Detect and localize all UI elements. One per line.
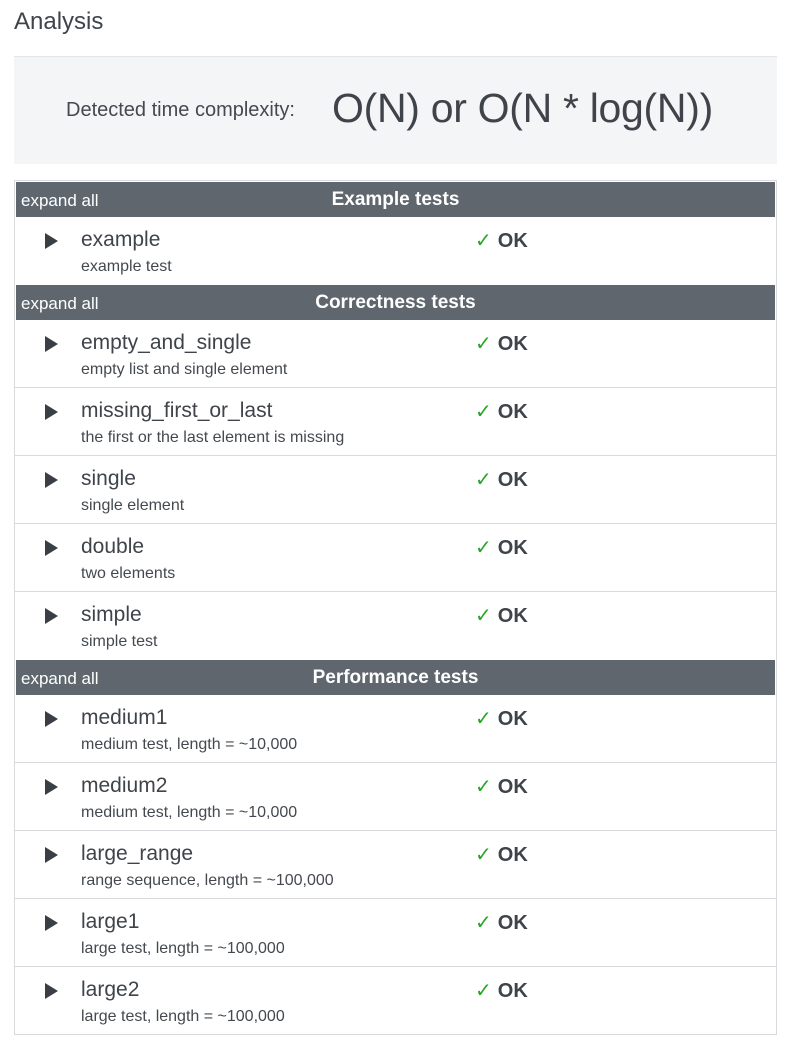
expand-triangle-icon[interactable] <box>45 540 58 556</box>
group-title: Example tests <box>331 189 460 210</box>
tests-table <box>14 180 777 1035</box>
test-result <box>475 399 528 424</box>
test-row <box>15 320 776 387</box>
test-description: the first or the last element is missing <box>81 429 345 446</box>
checkmark-icon: ✓ <box>475 230 492 252</box>
expand-all-button[interactable]: expand all <box>21 294 99 313</box>
test-row <box>15 966 776 1034</box>
test-result <box>475 842 528 867</box>
complexity-panel <box>14 56 777 164</box>
checkmark-icon: ✓ <box>475 776 492 798</box>
result-label: OK <box>497 401 528 423</box>
test-name: example <box>81 228 161 251</box>
test-result <box>475 603 528 628</box>
checkmark-icon: ✓ <box>475 605 492 627</box>
result-label: OK <box>497 605 528 627</box>
expand-triangle-icon[interactable] <box>45 472 58 488</box>
expand-all-button[interactable]: expand all <box>21 191 99 210</box>
test-description: simple test <box>81 633 158 650</box>
test-result <box>475 331 528 356</box>
test-description: range sequence, length = ~100,000 <box>81 872 334 889</box>
group-title: Performance tests <box>312 667 479 688</box>
result-label: OK <box>497 469 528 491</box>
test-result <box>475 774 528 799</box>
checkmark-icon: ✓ <box>475 469 492 491</box>
test-result <box>475 706 528 731</box>
test-name: empty_and_single <box>81 331 252 354</box>
test-name: medium1 <box>81 706 168 729</box>
test-result <box>475 535 528 560</box>
analysis-title: Analysis <box>14 8 104 35</box>
expand-triangle-icon[interactable] <box>45 404 58 420</box>
test-result <box>475 467 528 492</box>
result-label: OK <box>497 912 528 934</box>
expand-triangle-icon[interactable] <box>45 847 58 863</box>
test-name: medium2 <box>81 774 168 797</box>
expand-triangle-icon[interactable] <box>45 608 58 624</box>
test-row <box>15 591 776 659</box>
test-name: missing_first_or_last <box>81 399 273 422</box>
test-description: large test, length = ~100,000 <box>81 940 285 957</box>
test-row <box>15 695 776 762</box>
test-row <box>15 762 776 830</box>
expand-triangle-icon[interactable] <box>45 711 58 727</box>
expand-triangle-icon[interactable] <box>45 779 58 795</box>
test-row <box>15 830 776 898</box>
group-header-correctness-tests <box>15 284 776 320</box>
group-title: Correctness tests <box>315 292 476 313</box>
test-name: large_range <box>81 842 194 865</box>
result-label: OK <box>497 333 528 355</box>
test-row <box>15 898 776 966</box>
test-name: large1 <box>81 910 140 933</box>
test-name: large2 <box>81 978 140 1001</box>
group-header-performance-tests <box>15 659 776 695</box>
checkmark-icon: ✓ <box>475 844 492 866</box>
expand-triangle-icon[interactable] <box>45 336 58 352</box>
test-name: simple <box>81 603 142 626</box>
result-label: OK <box>497 980 528 1002</box>
test-description: example test <box>81 258 172 275</box>
test-description: medium test, length = ~10,000 <box>81 736 298 753</box>
complexity-value: O(N) or O(N * log(N)) <box>332 85 713 131</box>
test-result <box>475 228 528 253</box>
test-description: empty list and single element <box>81 361 288 378</box>
group-header-example-tests <box>15 181 776 217</box>
test-row <box>15 387 776 455</box>
result-label: OK <box>497 537 528 559</box>
checkmark-icon: ✓ <box>475 708 492 730</box>
test-description: large test, length = ~100,000 <box>81 1008 285 1025</box>
expand-triangle-icon[interactable] <box>45 983 58 999</box>
test-row <box>15 217 776 284</box>
result-label: OK <box>497 230 528 252</box>
test-row <box>15 455 776 523</box>
checkmark-icon: ✓ <box>475 333 492 355</box>
test-description: single element <box>81 497 185 514</box>
test-description: two elements <box>81 565 176 582</box>
test-name: single <box>81 467 136 490</box>
checkmark-icon: ✓ <box>475 912 492 934</box>
checkmark-icon: ✓ <box>475 980 492 1002</box>
test-row <box>15 523 776 591</box>
result-label: OK <box>497 776 528 798</box>
test-description: medium test, length = ~10,000 <box>81 804 298 821</box>
test-result <box>475 910 528 935</box>
expand-triangle-icon[interactable] <box>45 915 58 931</box>
result-label: OK <box>497 844 528 866</box>
test-result <box>475 978 528 1003</box>
checkmark-icon: ✓ <box>475 401 492 423</box>
complexity-label: Detected time complexity: <box>66 99 295 121</box>
expand-all-button[interactable]: expand all <box>21 669 99 688</box>
checkmark-icon: ✓ <box>475 537 492 559</box>
result-label: OK <box>497 708 528 730</box>
test-name: double <box>81 535 145 558</box>
expand-triangle-icon[interactable] <box>45 233 58 249</box>
